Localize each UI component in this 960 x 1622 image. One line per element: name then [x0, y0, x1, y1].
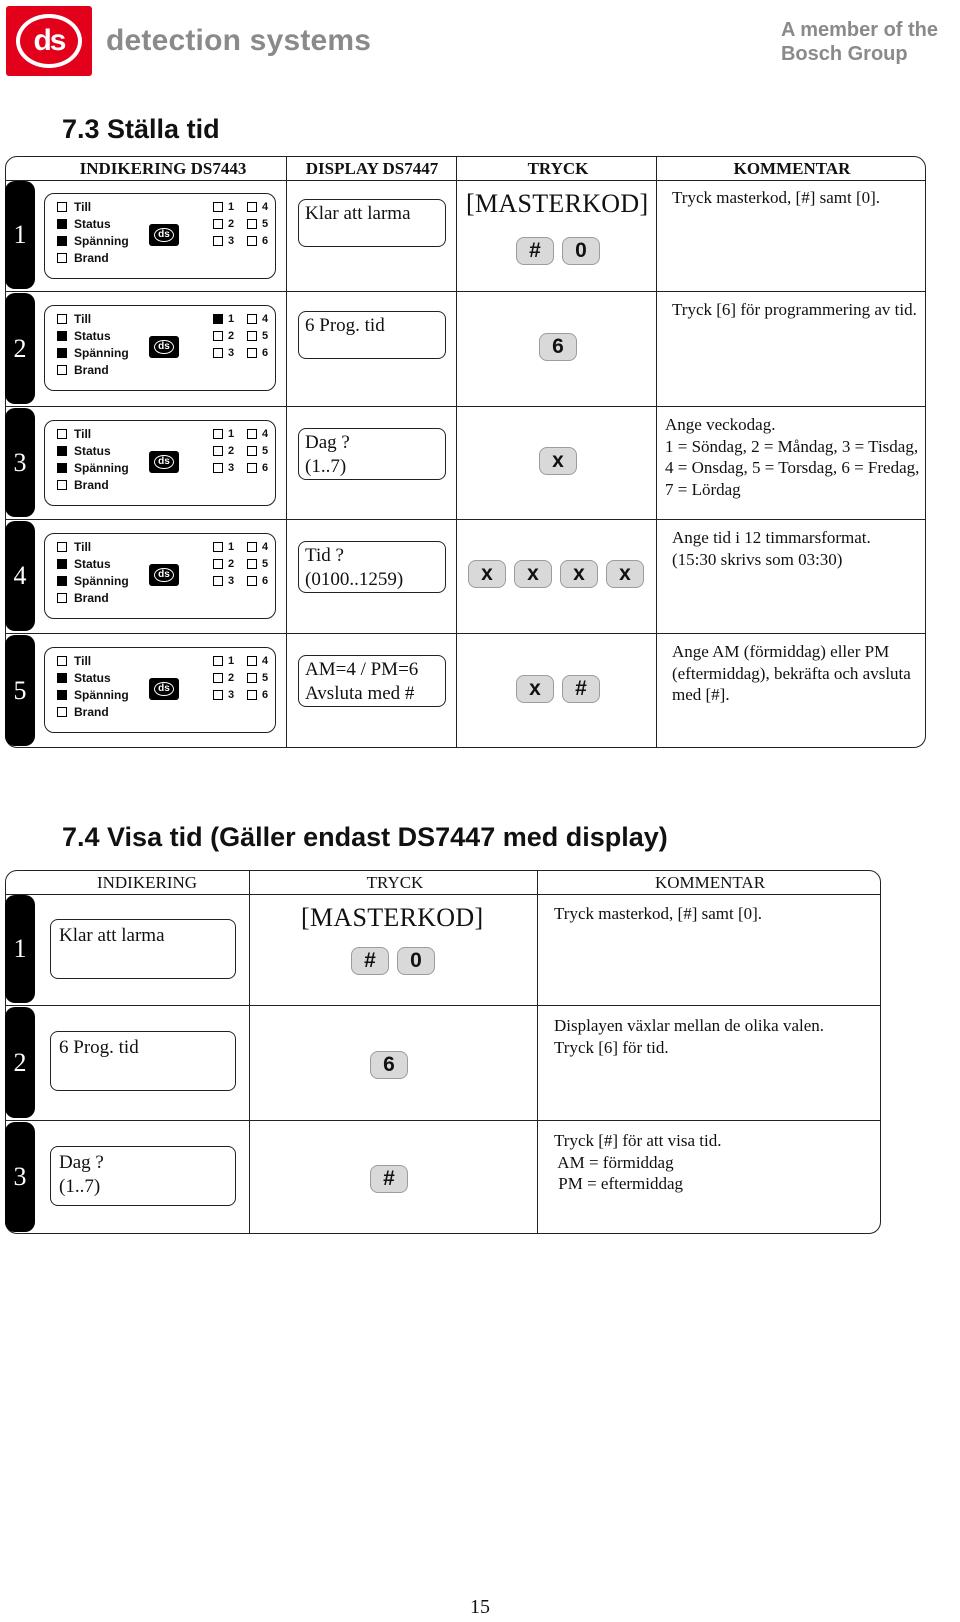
display-line: Klar att larma	[305, 203, 411, 224]
zone-light	[213, 202, 223, 212]
zone-light	[213, 236, 223, 246]
display-line: (1..7)	[305, 456, 347, 477]
indicator-light	[57, 365, 67, 375]
ds-mini-logo	[149, 336, 179, 358]
display-line: Klar att larma	[59, 925, 165, 946]
zone-label: 5	[262, 217, 269, 230]
zone-indicator	[247, 198, 268, 215]
zone-indicator	[213, 686, 234, 703]
indicator-row	[57, 344, 129, 361]
zone-indicator	[213, 555, 234, 572]
zone-light	[247, 656, 257, 666]
comment-text	[554, 903, 874, 925]
zone-label: 4	[262, 312, 269, 325]
zone-label: 6	[262, 234, 269, 247]
indicator-label: Spänning	[74, 233, 129, 248]
zone-indicator	[213, 344, 234, 361]
zone-indicator	[247, 669, 268, 686]
zone-indicator	[213, 425, 234, 442]
zone-label: 5	[262, 671, 269, 684]
display-line: Dag ?	[305, 432, 350, 453]
mini-logo-text: ds	[154, 228, 174, 242]
keypad-key: #	[370, 1165, 408, 1193]
lcd-display	[50, 1146, 236, 1206]
display-line: 6 Prog. tid	[305, 315, 385, 336]
zone-light	[213, 463, 223, 473]
zone-indicator	[213, 232, 234, 249]
zone-light	[213, 656, 223, 666]
zone-indicator	[247, 425, 268, 442]
indicator-label: Status	[74, 443, 111, 458]
table-header	[6, 157, 925, 181]
zone-light	[247, 673, 257, 683]
row-number-tab: 4	[5, 521, 35, 631]
zone-indicator	[247, 442, 268, 459]
indicator-label: Brand	[74, 477, 109, 492]
zone-light	[247, 446, 257, 456]
zone-label: 6	[262, 461, 269, 474]
zone-label: 3	[228, 688, 235, 701]
display-line: (1..7)	[59, 1176, 101, 1197]
zone-light	[247, 429, 257, 439]
keypad-key: 0	[562, 237, 600, 265]
zone-light	[247, 314, 257, 324]
zone-indicator	[247, 686, 268, 703]
zone-label: 1	[228, 654, 235, 667]
indicator-light	[57, 219, 67, 229]
section-title-7-3: 7.3 Ställa tid	[62, 114, 220, 144]
indicator-light	[57, 331, 67, 341]
indicator-row	[57, 327, 111, 344]
comment-text	[554, 1130, 874, 1195]
indicator-light	[57, 690, 67, 700]
master-code-label: [MASTERKOD]	[301, 903, 484, 932]
table-header	[6, 871, 880, 895]
zone-indicator	[247, 215, 268, 232]
zone-light	[247, 331, 257, 341]
mini-logo-text: ds	[154, 340, 174, 354]
zone-light	[213, 331, 223, 341]
zone-indicator	[213, 572, 234, 589]
indicator-label: Till	[74, 311, 92, 326]
zone-indicator	[213, 327, 234, 344]
comment-line: Ange tid i 12 timmarsformat.	[672, 528, 871, 547]
logo-text: ds	[33, 24, 65, 57]
zone-indicator	[247, 310, 268, 327]
keypad-key: 0	[397, 947, 435, 975]
zone-label: 4	[262, 654, 269, 667]
indicator-label: Till	[74, 199, 92, 214]
indicator-light	[57, 559, 67, 569]
zone-indicator	[213, 538, 234, 555]
zone-indicator	[247, 327, 268, 344]
ds-mini-logo	[149, 224, 179, 246]
indicator-light	[57, 576, 67, 586]
keypad-key: x	[468, 560, 506, 588]
display-line: Tid ?	[305, 545, 344, 566]
lcd-display	[298, 311, 446, 359]
indicator-row	[57, 232, 129, 249]
zone-indicator	[247, 538, 268, 555]
indicator-light	[57, 707, 67, 717]
indicator-panel	[44, 305, 276, 391]
master-code-label: [MASTERKOD]	[466, 189, 649, 218]
indicator-row	[57, 361, 109, 378]
zone-light	[247, 463, 257, 473]
table-set-time	[5, 156, 926, 748]
zone-label: 5	[262, 444, 269, 457]
ds-logo	[6, 6, 92, 76]
indicator-row	[57, 459, 129, 476]
display-line: AM=4 / PM=6	[305, 659, 419, 680]
lcd-display	[298, 428, 446, 480]
display-line: Dag ?	[59, 1152, 104, 1173]
indicator-light	[57, 446, 67, 456]
indicator-row	[57, 669, 111, 686]
comment-text	[554, 1015, 874, 1058]
zone-indicator	[247, 555, 268, 572]
row-number-tab: 3	[5, 408, 35, 517]
zone-light	[213, 348, 223, 358]
bosch-member-text	[781, 18, 938, 66]
keypad-key: x	[539, 447, 577, 475]
zone-label: 3	[228, 574, 235, 587]
zone-label: 2	[228, 329, 235, 342]
indicator-light	[57, 673, 67, 683]
indicator-row	[57, 476, 109, 493]
mini-logo-text: ds	[154, 568, 174, 582]
indicator-row	[57, 215, 111, 232]
col-header-press: TRYCK	[527, 159, 589, 178]
comment-line: AM = förmiddag	[554, 1152, 674, 1172]
indicator-light	[57, 656, 67, 666]
comment-line: PM = eftermiddag	[554, 1174, 684, 1193]
zone-indicator	[247, 459, 268, 476]
zone-label: 4	[262, 427, 269, 440]
zone-light	[247, 690, 257, 700]
ds-mini-logo	[149, 564, 179, 586]
comment-line: 1 = Söndag, 2 = Måndag, 3 = Tisdag,	[665, 436, 919, 456]
member-line-2: Bosch Group	[780, 43, 908, 65]
indicator-label: Spänning	[74, 460, 129, 475]
zone-label: 6	[262, 688, 269, 701]
row-number-tab: 1	[5, 895, 35, 1003]
zone-label: 3	[228, 234, 235, 247]
indicator-row	[57, 703, 109, 720]
indicator-light	[57, 202, 67, 212]
indicator-row	[57, 652, 91, 669]
comment-text	[672, 527, 934, 570]
zone-label: 1	[228, 200, 235, 213]
zone-indicator	[247, 344, 268, 361]
zone-light	[213, 314, 223, 324]
comment-line: med [#].	[672, 685, 730, 704]
zone-label: 2	[228, 444, 235, 457]
indicator-label: Till	[74, 539, 92, 554]
indicator-label: Brand	[74, 590, 109, 605]
lcd-display	[298, 655, 446, 707]
indicator-label: Status	[74, 216, 111, 231]
zone-label: 3	[228, 346, 235, 359]
col-header-comment: KOMMENTAR	[654, 873, 766, 892]
comment-line: Displayen växlar mellan de olika valen.	[554, 1016, 825, 1035]
zone-light	[247, 542, 257, 552]
indicator-label: Spänning	[74, 573, 129, 588]
brand-name: detection systems	[106, 24, 372, 57]
zone-light	[247, 236, 257, 246]
row-number-tab: 3	[5, 1122, 35, 1232]
indicator-light	[57, 429, 67, 439]
display-line: Avsluta med #	[305, 683, 415, 704]
comment-line: Tryck masterkod, [#] samt [0].	[672, 188, 881, 207]
lcd-display	[50, 1031, 236, 1091]
display-line: (0100..1259)	[305, 569, 404, 590]
indicator-row	[57, 249, 109, 266]
indicator-label: Till	[74, 426, 92, 441]
indicator-light	[57, 542, 67, 552]
keypad-key: x	[514, 560, 552, 588]
col-header-press: TRYCK	[366, 873, 424, 892]
keypad-key: #	[351, 947, 389, 975]
comment-line: Tryck masterkod, [#] samt [0].	[554, 904, 763, 923]
zone-label: 1	[228, 540, 235, 553]
keypad-key: 6	[539, 333, 577, 361]
col-header-indication: INDIKERING DS7443	[79, 159, 247, 178]
zone-light	[213, 690, 223, 700]
comment-line: Tryck [6] för programmering av tid.	[672, 300, 917, 319]
indicator-label: Till	[74, 653, 92, 668]
zone-indicator	[213, 442, 234, 459]
zone-light	[213, 559, 223, 569]
mini-logo-text: ds	[154, 455, 174, 469]
row-number-tab: 1	[5, 181, 35, 289]
indicator-light	[57, 236, 67, 246]
comment-line: 7 = Lördag	[665, 479, 741, 499]
zone-label: 1	[228, 312, 235, 325]
zone-light	[247, 559, 257, 569]
member-line-1: A member of the	[780, 19, 938, 41]
keypad-key: x	[516, 675, 554, 703]
zone-indicator	[247, 652, 268, 669]
zone-indicator	[213, 310, 234, 327]
zone-label: 2	[228, 671, 235, 684]
zone-indicator	[213, 652, 234, 669]
indicator-panel	[44, 193, 276, 279]
zone-label: 4	[262, 540, 269, 553]
table-show-time	[5, 870, 881, 1234]
indicator-label: Status	[74, 328, 111, 343]
zone-label: 4	[262, 200, 269, 213]
keypad-key: 6	[370, 1051, 408, 1079]
indicator-light	[57, 463, 67, 473]
indicator-light	[57, 593, 67, 603]
comment-line: Tryck [#] för att visa tid.	[554, 1131, 722, 1150]
row-number-tab: 2	[5, 1007, 35, 1118]
indicator-row	[57, 686, 129, 703]
zone-light	[213, 576, 223, 586]
indicator-panel	[44, 420, 276, 506]
indicator-row	[57, 572, 129, 589]
indicator-row	[57, 198, 91, 215]
zone-indicator	[213, 198, 234, 215]
indicator-row	[57, 425, 91, 442]
zone-light	[213, 446, 223, 456]
lcd-display	[50, 919, 236, 979]
zone-label: 6	[262, 346, 269, 359]
col-header-display: DISPLAY DS7447	[305, 159, 439, 178]
zone-light	[213, 673, 223, 683]
indicator-row	[57, 555, 111, 572]
col-header-indication: INDIKERING	[96, 873, 198, 892]
indicator-label: Brand	[74, 250, 109, 265]
lcd-display	[298, 199, 446, 247]
zone-label: 5	[262, 329, 269, 342]
indicator-panel	[44, 533, 276, 619]
ds-mini-logo	[149, 451, 179, 473]
zone-light	[247, 219, 257, 229]
comment-text	[672, 299, 934, 321]
indicator-label: Spänning	[74, 687, 129, 702]
row-number-tab: 5	[5, 635, 35, 746]
zone-label: 2	[228, 217, 235, 230]
zone-light	[213, 219, 223, 229]
row-number-tab: 2	[5, 293, 35, 404]
keypad-key: #	[516, 237, 554, 265]
zone-light	[247, 202, 257, 212]
ds-mini-logo	[149, 678, 179, 700]
display-line: 6 Prog. tid	[59, 1037, 139, 1058]
comment-text	[672, 187, 934, 209]
comment-text	[665, 414, 927, 500]
indicator-row	[57, 310, 91, 327]
page-number: 15	[470, 1596, 490, 1618]
keypad-key: x	[606, 560, 644, 588]
indicator-label: Status	[74, 556, 111, 571]
zone-indicator	[213, 215, 234, 232]
indicator-panel	[44, 647, 276, 733]
zone-light	[213, 542, 223, 552]
indicator-label: Brand	[74, 362, 109, 377]
lcd-display	[298, 541, 446, 593]
indicator-light	[57, 314, 67, 324]
comment-line: 4 = Onsdag, 5 = Torsdag, 6 = Fredag,	[665, 458, 920, 477]
indicator-light	[57, 253, 67, 263]
comment-line: (eftermiddag), bekräfta och avsluta	[672, 663, 911, 683]
comment-line: Ange AM (förmiddag) eller PM	[672, 642, 890, 661]
zone-label: 5	[262, 557, 269, 570]
indicator-row	[57, 538, 91, 555]
indicator-label: Spänning	[74, 345, 129, 360]
zone-indicator	[247, 232, 268, 249]
zone-light	[213, 429, 223, 439]
indicator-row	[57, 589, 109, 606]
mini-logo-text: ds	[154, 682, 174, 696]
indicator-row	[57, 442, 111, 459]
zone-label: 6	[262, 574, 269, 587]
zone-indicator	[213, 459, 234, 476]
col-header-comment: KOMMENTAR	[733, 159, 851, 178]
keypad-key: #	[562, 675, 600, 703]
zone-label: 3	[228, 461, 235, 474]
indicator-label: Brand	[74, 704, 109, 719]
comment-line: (15:30 skrivs som 03:30)	[672, 549, 843, 569]
zone-light	[247, 576, 257, 586]
comment-line: Ange veckodag.	[665, 415, 776, 434]
keypad-key: x	[560, 560, 598, 588]
indicator-light	[57, 480, 67, 490]
zone-label: 1	[228, 427, 235, 440]
indicator-label: Status	[74, 670, 111, 685]
zone-light	[247, 348, 257, 358]
zone-indicator	[247, 572, 268, 589]
section-title-7-4: 7.4 Visa tid (Gäller endast DS7447 med display)	[62, 822, 668, 852]
comment-line: Tryck [6] för tid.	[554, 1037, 669, 1057]
zone-indicator	[213, 669, 234, 686]
zone-label: 2	[228, 557, 235, 570]
comment-text	[672, 641, 934, 706]
indicator-light	[57, 348, 67, 358]
